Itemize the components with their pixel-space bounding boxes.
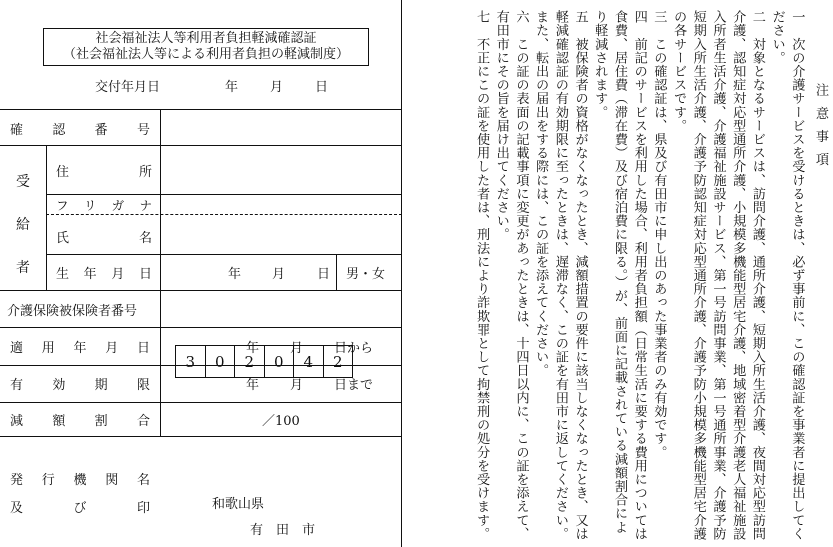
note-text: この証の表面の記載事項に変更があったときは、十四日以内に、この証を添えて、有田市にその旨を届け出てください。: [493, 10, 529, 541]
issue-year-unit: 年: [225, 80, 239, 95]
note-text: 次の介護サービスを受けるときは、必ず事前に、この確認証を事業者に提出してください。: [769, 10, 805, 541]
note-number: 二: [749, 10, 765, 24]
note-number: 五: [572, 10, 588, 24]
applicable-month-unit: 月: [290, 341, 304, 356]
issuer-label-1: 発 行 機 関 名: [10, 473, 150, 488]
issuer-code-digit: 3: [176, 346, 206, 377]
note-number: 一: [789, 10, 805, 24]
issue-month-unit: 月: [270, 80, 284, 95]
note-item: [668, 8, 767, 542]
valid-month-unit: 月: [290, 378, 304, 393]
note-item: [767, 8, 806, 542]
note-text: 前記のサービスを利用した場合、利用者負担額（日常生活に要する費用については食費、居住費（滞在費）及び宿泊費に限る。）が、前面に記載されている減額割合により軽減されます。: [592, 10, 647, 541]
issuer-code-digit: 2: [332, 352, 343, 371]
applicable-year-unit: 年: [246, 341, 260, 356]
birth-month-unit: 月: [272, 267, 286, 282]
reduction-rate-value: ／100: [262, 414, 300, 429]
issuer-code-digit: 2: [235, 346, 265, 377]
furigana-label: フ リ ガ ナ: [56, 198, 152, 213]
confirmation-number-label: 確 認 番 号: [10, 123, 150, 138]
note-item: [530, 8, 589, 542]
valid-period-label: 有 効 期 限: [10, 378, 150, 393]
note-item: [649, 8, 669, 542]
certificate-table: [0, 109, 402, 547]
notes-heading: 注意事項: [813, 83, 828, 176]
name-label: 氏 名: [56, 231, 152, 246]
address-label: 住 所: [56, 165, 152, 180]
reduction-rate-label: 減 額 割 合: [10, 414, 150, 429]
issuer-code-digit: 0: [265, 346, 295, 377]
issuer-label-2: 及 び 印: [10, 501, 150, 516]
issuer-code-digit: 0: [206, 346, 236, 377]
valid-suffix: 日まで: [334, 378, 374, 393]
issuer-prefecture: 和歌山県: [212, 497, 265, 512]
issuer-code-box: [175, 345, 353, 378]
issuer-code-digit: 4: [294, 346, 324, 377]
birth-year-unit: 年: [228, 267, 242, 282]
issue-date-label: 交付年月日: [95, 80, 161, 95]
issue-day-unit: 日: [315, 80, 329, 95]
certificate-form: [0, 0, 402, 547]
certificate-title-box: [43, 28, 369, 66]
certificate-subtitle: （社会福祉法人等による利用者負担の軽減制度）: [62, 47, 349, 62]
applicable-date-label: 適 用 年 月 日: [10, 341, 150, 356]
birth-day-unit: 日: [317, 267, 331, 282]
note-text: この確認証は、県及び有田市に申し出のあった事業者のみ有効です。: [651, 37, 667, 459]
note-item: [590, 8, 649, 542]
issuer-city: 有 田 市: [250, 523, 316, 538]
note-item: [491, 8, 530, 542]
recipient-label: 受給者: [16, 174, 30, 276]
note-text: 被保険者の資格がなくなったとき、減額措置の要件に該当しなくなったとき、又は軽減確認証の有効期限に至ったときは、遅滞なく、この証を有田市に返してください。また、転出の届出をする際には、この証を添えてください。: [533, 10, 588, 541]
applicable-suffix: 日から: [334, 341, 374, 356]
issue-date-row: [0, 70, 402, 98]
note-text: 不正にこの証を使用した者は、刑法により詐欺罪として拘禁刑の処分を受けます。: [474, 37, 490, 541]
note-item: [471, 8, 491, 542]
birthdate-label: 生 年 月 日: [56, 267, 152, 282]
note-number: 七: [474, 10, 490, 24]
insured-number-label: 介護保険被保険者番号: [7, 304, 138, 319]
gender-field: 男・女: [346, 267, 386, 282]
note-number: 四: [631, 10, 647, 24]
note-number: 三: [651, 10, 667, 24]
valid-year-unit: 年: [246, 378, 260, 393]
note-number: 六: [513, 10, 529, 24]
notes-section: [404, 8, 830, 542]
note-text: 対象となるサービスは、訪問介護、通所介護、短期入所生活介護、夜間対応型訪問介護、認知症対応型通所介護、小規模多機能型居宅介護、地域密着型介護老人福祉施設入所者生活介護、介護福祉施設サービス、第一号訪問事業、第一号通所事業、介護予防短期入所生活介護、介護予防認知症対応型通所介護、介護予防小規模多機能型居宅介護の各サービスです。: [671, 10, 765, 541]
certificate-title: 社会福祉法人等利用者負担軽減確認証: [95, 31, 317, 46]
